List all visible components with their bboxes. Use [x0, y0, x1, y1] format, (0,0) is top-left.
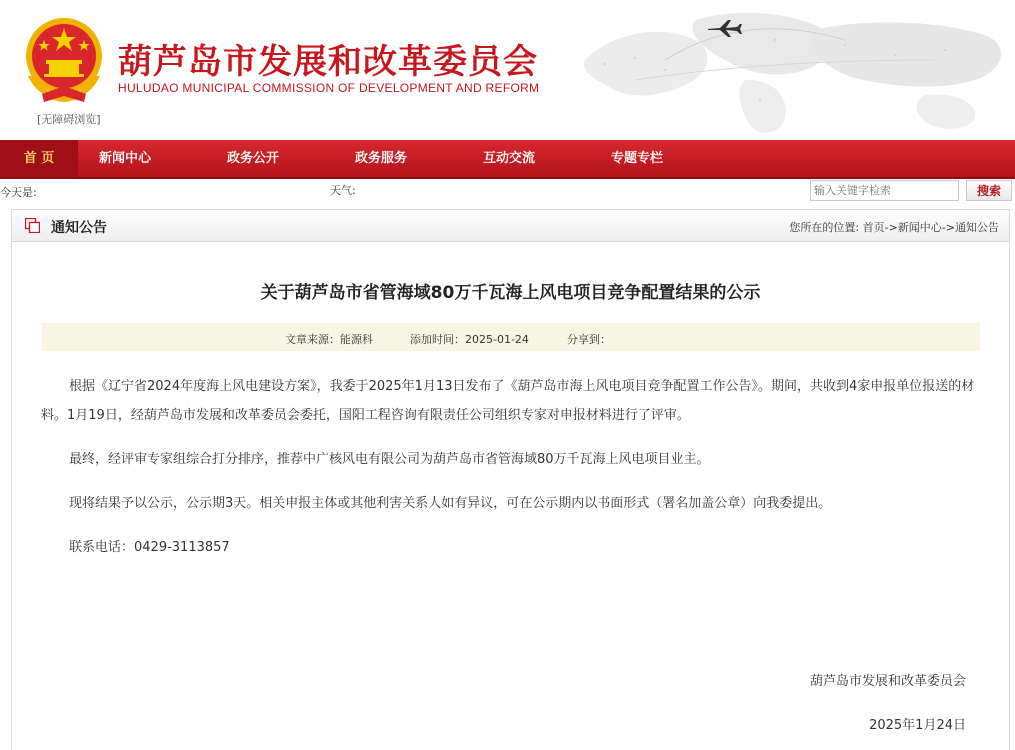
national-emblem-icon — [22, 16, 106, 106]
airplane-icon — [706, 18, 744, 38]
section-title: 通知公告 — [51, 220, 107, 236]
breadcrumb-notices-link[interactable]: 通知公告 — [955, 221, 999, 234]
site-subtitle: HULUDAO MUNICIPAL COMMISSION OF DEVELOPMENT AND REFORM — [118, 81, 540, 95]
breadcrumb-separator: -> — [884, 221, 898, 234]
article-paragraph-3: 现将结果予以公示，公示期3天。相关申报主体或其他利害关系人如有异议，可在公示期内以书面形式（署名加盖公章）向我委提出。 — [69, 496, 832, 511]
article-paragraph-2: 最终，经评审专家组综合打分排序，推荐中广核风电有限公司为葫芦岛市省管海域80万千瓦海上风电项目业主。 — [69, 452, 710, 467]
nav-item-home[interactable]: 首 页 — [0, 140, 78, 177]
article-source: 文章来源：能源科 — [285, 333, 373, 346]
share-label: 分享到： — [567, 333, 611, 346]
signature-date: 2025年1月24日 — [869, 718, 966, 733]
search-input[interactable] — [810, 180, 959, 201]
nav-item-news[interactable]: 新闻中心 — [98, 151, 151, 166]
breadcrumb-separator: -> — [941, 221, 955, 234]
breadcrumb-prefix: 您所在的位置: — [789, 221, 860, 234]
breadcrumb — [789, 219, 999, 235]
nav-item-government-affairs[interactable]: 政务公开 — [226, 151, 279, 166]
today-label: 今天是: — [0, 186, 37, 199]
notice-icon — [25, 218, 40, 233]
article-meta-bar — [42, 323, 980, 351]
breadcrumb-news-link[interactable]: 新闻中心 — [897, 221, 942, 234]
article-contact: 联系电话：0429-3113857 — [69, 540, 230, 555]
signature-organization: 葫芦岛市发展和改革委员会 — [809, 674, 966, 689]
site-title: 葫芦岛市发展和改革委员会 — [118, 42, 538, 82]
nav-item-government-services[interactable]: 政务服务 — [354, 151, 407, 166]
search-button[interactable]: 搜索 — [966, 180, 1012, 201]
breadcrumb-home-link[interactable]: 首页 — [862, 221, 885, 234]
accessible-browsing-link[interactable]: [无障碍浏览] — [37, 113, 101, 126]
main-nav — [0, 140, 1015, 179]
info-bar — [0, 179, 1015, 205]
weather-label: 天气: — [330, 184, 356, 197]
nav-item-special-topics[interactable]: 专题专栏 — [610, 151, 663, 166]
site-header — [0, 0, 1015, 140]
article-title: 关于葫芦岛市省管海域80万千瓦海上风电项目竞争配置结果的公示 — [260, 283, 761, 303]
article-paragraph-1: 根据《辽宁省2024年度海上风电建设方案》，我委于2025年1月13日发布了《葫芦岛市海上风电项目竞争配置工作公告》。期间，共收到4家申报单位报送的材料。1月19日，经葫芦岛市发展和改革委员会委托，国阳工程咨询有限责任公司组织专家对申报材料进行了评审。 — [41, 379, 975, 423]
world-map-background — [545, 0, 1015, 140]
article-date: 添加时间：2025-01-24 — [410, 333, 529, 346]
nav-item-interaction[interactable]: 互动交流 — [482, 151, 535, 166]
content-panel — [11, 209, 1010, 750]
section-header — [12, 210, 1009, 242]
